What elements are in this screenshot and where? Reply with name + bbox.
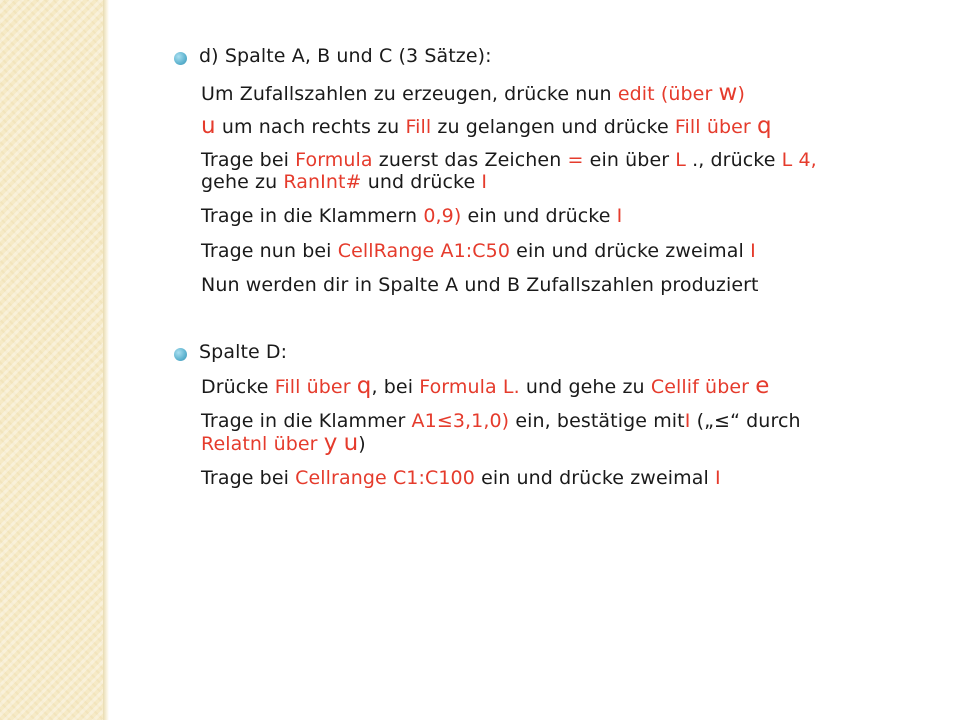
text: ein über xyxy=(583,149,676,171)
highlight: I xyxy=(684,410,691,432)
key-glyph: u xyxy=(343,430,359,456)
section2-line-2a xyxy=(201,410,801,432)
text: Trage bei xyxy=(201,467,296,489)
highlight: RanInt# xyxy=(283,171,362,193)
highlight: Cellif über xyxy=(650,376,756,398)
highlight: Fill xyxy=(405,116,432,138)
highlight: CellRange A1:C50 xyxy=(337,240,511,262)
highlight: I xyxy=(750,240,756,262)
text: um nach rechts zu xyxy=(215,116,406,138)
section2-line-3 xyxy=(201,467,721,489)
highlight: Cellrange C1:C100 xyxy=(295,467,475,489)
highlight: L xyxy=(675,149,686,171)
highlight: Formula xyxy=(295,149,373,171)
highlight: ) xyxy=(737,83,745,105)
key-glyph: q xyxy=(356,373,372,399)
section1-line-3a xyxy=(201,149,817,171)
bullet-icon xyxy=(174,52,187,65)
text: Um Zufallszahlen zu erzeugen, drücke nun xyxy=(201,83,618,105)
section1-line-1 xyxy=(201,82,745,105)
section2-line-1 xyxy=(201,375,769,398)
text: ein, bestätige mit xyxy=(509,410,685,432)
highlight: I xyxy=(616,205,623,227)
highlight: Relatnl über xyxy=(201,433,324,455)
highlight: A1≤3,1,0) xyxy=(411,410,510,432)
highlight: L 4, xyxy=(781,149,817,171)
section1-line-2 xyxy=(201,115,772,138)
text: Trage bei xyxy=(201,149,296,171)
section1-line-5 xyxy=(201,240,756,262)
highlight: = xyxy=(567,149,584,171)
text: ) xyxy=(358,433,366,455)
section1-line-6: Nun werden dir in Spalte A und B Zufallszahlen produziert xyxy=(201,274,759,296)
text: ein und drücke xyxy=(461,205,617,227)
highlight: Fill über xyxy=(274,376,357,398)
highlight: Fill über xyxy=(674,116,757,138)
highlight: 0,9) xyxy=(423,205,462,227)
key-glyph: y xyxy=(323,430,338,456)
bullet-icon xyxy=(174,348,187,361)
text: ein und drücke zweimal xyxy=(510,240,751,262)
text: Drücke xyxy=(201,376,275,398)
text: ein und drücke zweimal xyxy=(474,467,715,489)
section1-line-4 xyxy=(201,205,622,227)
text: und gehe zu xyxy=(519,376,651,398)
key-glyph: q xyxy=(756,113,772,139)
text: zuerst das Zeichen xyxy=(372,149,568,171)
text: zu gelangen und drücke xyxy=(431,116,675,138)
highlight: I xyxy=(481,171,488,193)
text: Trage in die Klammern xyxy=(201,205,424,227)
section1-heading: d) Spalte A, B und C (3 Sätze): xyxy=(199,45,492,67)
text: gehe zu xyxy=(201,171,284,193)
text: ., drücke xyxy=(685,149,782,171)
section2-line-2b xyxy=(201,432,366,455)
highlight: Formula L. xyxy=(419,376,520,398)
highlight: I xyxy=(714,467,721,489)
text: , bei xyxy=(371,376,420,398)
text: Trage in die Klammer xyxy=(201,410,412,432)
section1-line-3b xyxy=(201,171,487,193)
text: und drücke xyxy=(361,171,482,193)
key-glyph: e xyxy=(755,373,770,399)
section2-heading: Spalte D: xyxy=(199,341,288,363)
key-glyph: w xyxy=(718,80,738,106)
text: Trage nun bei xyxy=(201,240,338,262)
highlight: edit (über xyxy=(617,83,719,105)
key-glyph: u xyxy=(201,113,216,139)
text: („≤“ durch xyxy=(690,410,801,432)
